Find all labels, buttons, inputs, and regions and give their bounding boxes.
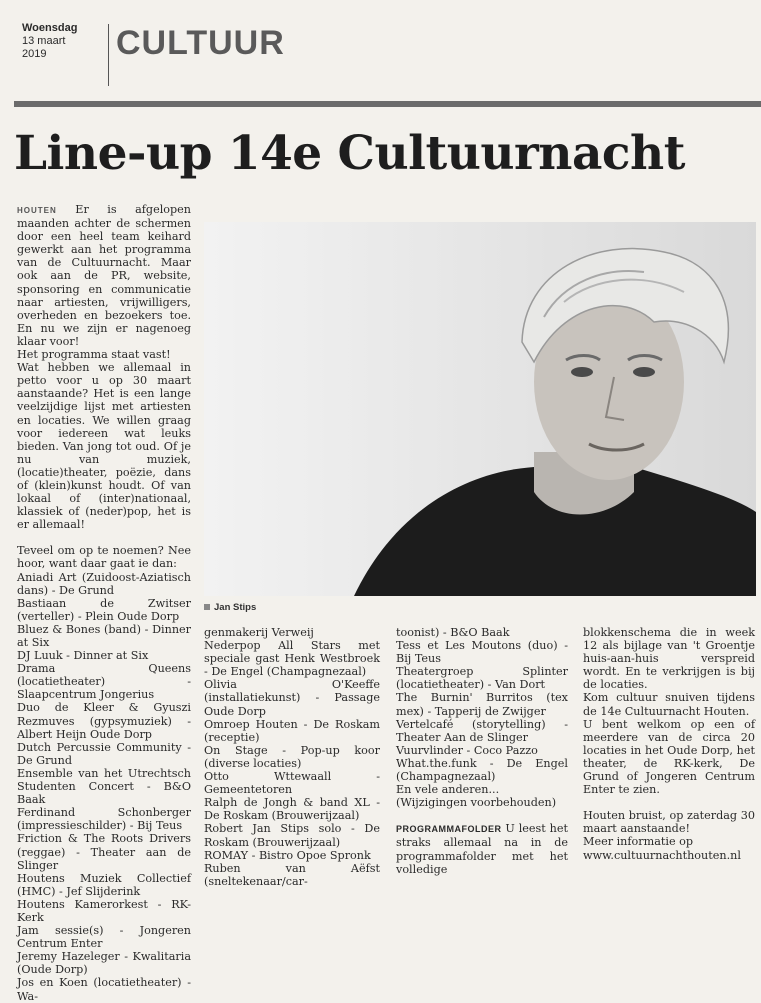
paragraph: Houten bruist, op zaterdag 30 maart aanstaande! bbox=[583, 809, 755, 836]
lineup-item: Friction & The Roots Drivers (reggae) - Theater aan de Slinger bbox=[17, 832, 191, 872]
article-column-2 bbox=[204, 626, 380, 888]
header-divider bbox=[108, 24, 109, 86]
lineup-item: Bastiaan de Zwitser (verteller) - Plein Oude Dorp bbox=[17, 596, 191, 623]
lineup-item: (Wijzigingen voorbehouden) bbox=[396, 796, 557, 810]
intro-paragraph: HOUTEN Er is afgelopen maanden achter de schermen door een heel team keihard gewerkt aan het programma van de Cultuurnacht. Maar ook aan de PR, website, sponsoring en communicatie naar artiesten, vrijwilligers, overheden en bezoekers toe. En nu we zijn er nagenoeg klaar voor! bbox=[17, 203, 191, 348]
caption-marker bbox=[204, 604, 210, 610]
lineup-item: Otto Wttewaall - Gemeentetoren bbox=[204, 770, 380, 797]
lineup-item: Omroep Houten - De Roskam (receptie) bbox=[204, 717, 380, 744]
lineup-item: Olivia O'Keeffe (installatiekunst) - Passage Oude Dorp bbox=[204, 678, 380, 718]
lineup-item: ROMAY - Bistro Opoe Spronk bbox=[204, 848, 371, 862]
lineup-item: DJ Luuk - Dinner at Six bbox=[17, 649, 149, 663]
lineup-item: Dutch Percussie Community - De Grund bbox=[17, 740, 191, 767]
lineup-item: Ensemble van het Utrechtsch Studenten Concert - B&O Baak bbox=[17, 766, 191, 807]
article-column-3 bbox=[396, 626, 568, 876]
lineup-item: Houtens Kamerorkest - RK-Kerk bbox=[17, 897, 191, 924]
paragraph: Wat hebben we allemaal in petto voor u op 30 maart aanstaande? Het is een lange veelzijdige lijst met artiesten en locaties. We willen graag voor iedereen wat leuks bieden. Van jong tot oud. Of je nu van muziek, (locatie)theater, poëzie, dans of (klein)kunst houdt. Of van lokaal of (inter)nationaal, klassiek of (neder)pop, het is er allemaal! bbox=[17, 361, 191, 532]
edition-day: Woensdag bbox=[22, 22, 78, 34]
headline: Line-up 14e Cultuurnacht bbox=[14, 126, 685, 181]
lineup-item: Tess et Les Moutons (duo) - Bij Teus bbox=[396, 639, 568, 666]
article-column-1 bbox=[17, 203, 191, 1003]
lineup-item: Robert Jan Stips solo - De Roskam (Brouwerijzaal) bbox=[204, 822, 380, 849]
paragraph: Kom cultuur snuiven tijdens de 14e Cultuurnacht Houten. bbox=[583, 691, 755, 718]
lineup-item: Houtens Muziek Collectief (HMC) - Jef Slijderink bbox=[17, 871, 191, 898]
lineup-item: What.the.funk - De Engel (Champagnezaal) bbox=[396, 756, 568, 784]
lineup-item: Bluez & Bones (band) - Dinner at Six bbox=[17, 622, 191, 649]
paragraph: Meer informatie op bbox=[583, 835, 694, 849]
lineup-item: Vertelcafé (storytelling) - Theater Aan de Slinger bbox=[396, 717, 568, 744]
portrait-photo bbox=[204, 222, 756, 596]
lineup-item: Jos en Koen (locatietheater) - Wa- bbox=[17, 976, 191, 1003]
programmafolder-paragraph: PROGRAMMAFOLDER U leest het straks allemaal na in de programmafolder met het volledige bbox=[396, 822, 569, 876]
article-column-4 bbox=[583, 626, 755, 862]
lineup-item: Theatergroep Splinter (locatietheater) - Van Dort bbox=[396, 665, 568, 692]
paragraph: U bent welkom op een of meerdere van de circa 20 locaties in het Oude Dorp, het theater, de RK-kerk, De Grund of Jongeren Centrum Enter te zien. bbox=[583, 717, 755, 797]
lineup-item: Ferdinand Schonberger (impressieschilder) - Bij Teus bbox=[17, 806, 191, 833]
lineup-item: Nederpop All Stars met speciale gast Henk Westbroek - De Engel (Champagnezaal) bbox=[204, 639, 380, 679]
paragraph: Teveel om op te noemen? Nee hoor, want daar gaat ie dan: bbox=[17, 544, 191, 571]
lineup-item: toonist) - B&O Baak bbox=[396, 626, 510, 639]
photo-caption: Jan Stips bbox=[204, 602, 256, 613]
lineup-item: Ralph de Jongh & band XL - De Roskam (Brouwerijzaal) bbox=[204, 796, 380, 823]
lineup-item: Drama Queens (locatietheater) - Slaapcentrum Jongerius bbox=[17, 662, 191, 702]
header-rule bbox=[14, 101, 761, 107]
edition-date-day: 13 maart bbox=[22, 35, 66, 47]
lineup-item: Ruben van Aëfst (sneltekenaar/car- bbox=[204, 861, 380, 888]
paragraph: blokkenschema die in week 12 als bijlage van 't Groentje huis-aan-huis verspreid wordt. En te verkrijgen is bij de locaties. bbox=[583, 626, 755, 692]
portrait-illustration bbox=[204, 222, 756, 596]
lineup-item: Vuurvlinder - Coco Pazzo bbox=[396, 743, 538, 757]
paragraph: Het programma staat vast! bbox=[17, 348, 171, 362]
lineup-item: Aniadi Art (Zuidoost-Aziatisch dans) - De Grund bbox=[17, 570, 191, 597]
lineup-list bbox=[17, 571, 191, 1003]
lineup-item: genmakerij Verweij bbox=[204, 626, 314, 639]
website-link[interactable]: www.cultuurnachthouten.nl bbox=[583, 848, 741, 862]
programmafolder-kicker: PROGRAMMAFOLDER bbox=[396, 824, 502, 835]
edition-year: 2019 bbox=[22, 48, 47, 60]
lineup-item: On Stage - Pop-up koor (diverse locaties) bbox=[204, 743, 380, 770]
section-title: CULTUUR bbox=[116, 24, 285, 62]
lineup-item: The Burnin' Burritos (tex mex) - Tapperij de Zwijger bbox=[396, 691, 568, 718]
lineup-item: Duo de Kleer & Gyuszi Rezmuves (gypsymuziek) - Albert Heijn Oude Dorp bbox=[17, 701, 191, 741]
lineup-item: Jeremy Hazeleger - Kwalitaria (Oude Dorp) bbox=[17, 950, 191, 977]
lineup-item: En vele anderen... bbox=[396, 783, 500, 797]
dateline: HOUTEN bbox=[17, 206, 57, 215]
edition-date bbox=[22, 22, 77, 61]
lineup-item: Jam sessie(s) - Jongeren Centrum Enter bbox=[17, 924, 191, 951]
